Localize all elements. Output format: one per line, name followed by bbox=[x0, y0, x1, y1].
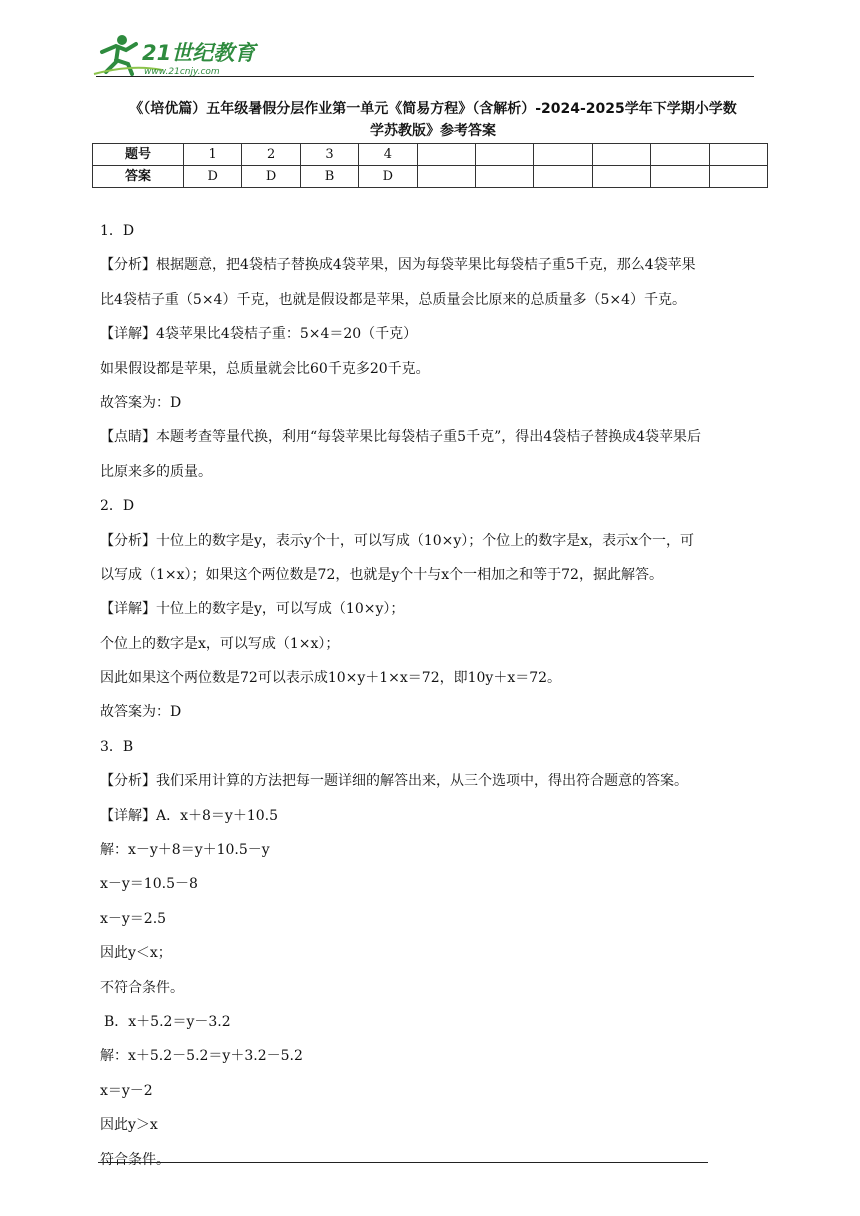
question-number-cell bbox=[592, 144, 650, 166]
text-line: 比4袋桔子重（5×4）千克，也就是假设都是苹果，总质量会比原来的总质量多（5×4）千克。 bbox=[100, 291, 686, 308]
row-head-answer: 答案 bbox=[93, 166, 184, 188]
answer-cell bbox=[475, 166, 533, 188]
text-line: 如果假设都是苹果，总质量就会比60千克多20千克。 bbox=[100, 360, 430, 377]
question-number-cell bbox=[651, 144, 709, 166]
answer-cell bbox=[592, 166, 650, 188]
text-line: 符合条件。 bbox=[100, 1151, 170, 1168]
text-line: 【点睛】本题考查等量代换，利用“每袋苹果比每袋桔子重5千克”，得出4袋桔子替换成4袋苹果后 bbox=[100, 429, 702, 446]
text-line: 【分析】根据题意，把4袋桔子替换成4袋苹果，因为每袋苹果比每袋桔子重5千克，那么4袋苹果 bbox=[100, 257, 696, 274]
row-head-number: 题号 bbox=[93, 144, 184, 166]
answer-cell bbox=[709, 166, 767, 188]
question-number-cell: 2 bbox=[242, 144, 300, 166]
solution-content bbox=[100, 214, 768, 1177]
answer-cell: D bbox=[242, 166, 300, 188]
text-line: B．x＋5.2＝y－3.2 bbox=[104, 1013, 231, 1030]
page-title bbox=[100, 98, 766, 142]
text-line: 【分析】我们采用计算的方法把每一题详细的解答出来，从三个选项中，得出符合题意的答案。 bbox=[100, 773, 688, 790]
question-heading: 1．D bbox=[100, 223, 135, 239]
text-line: x－y＝2.5 bbox=[100, 910, 167, 927]
question-number-cell: 3 bbox=[300, 144, 358, 166]
text-line: 不符合条件。 bbox=[100, 979, 184, 996]
answer-cell bbox=[417, 166, 475, 188]
text-line: 比原来多的质量。 bbox=[100, 463, 212, 480]
text-line: 因此y＞x bbox=[100, 1117, 158, 1134]
text-line: 解：x＋5.2－5.2＝y＋3.2－5.2 bbox=[100, 1048, 303, 1065]
text-line: 【详解】A．x＋8＝y＋10.5 bbox=[100, 807, 278, 824]
text-line: 解：x－y＋8＝y＋10.5－y bbox=[100, 842, 270, 859]
text-line: x－y＝10.5－8 bbox=[100, 876, 198, 893]
answer-cell bbox=[534, 166, 592, 188]
logo-text: 21世纪教育 bbox=[142, 41, 256, 65]
question-heading: 2．D bbox=[100, 498, 135, 515]
question-number-cell bbox=[709, 144, 767, 166]
text-line: 故答案为：D bbox=[100, 704, 182, 721]
question-number-cell bbox=[475, 144, 533, 166]
question-number-cell bbox=[534, 144, 592, 166]
text-line: 故答案为：D bbox=[100, 394, 182, 411]
question-number-cell: 4 bbox=[359, 144, 417, 166]
table-row-answers bbox=[93, 166, 768, 188]
footer-rule bbox=[98, 1162, 708, 1163]
question-number-cell: 1 bbox=[184, 144, 242, 166]
answer-table bbox=[92, 143, 768, 188]
title-line-2: 学苏教版》参考答案 bbox=[370, 123, 496, 139]
text-line: 因此如果这个两位数是72可以表示成10×y＋1×x＝72，即10y＋x＝72。 bbox=[100, 670, 562, 687]
text-line: 【详解】4袋苹果比4袋桔子重：5×4＝20（千克） bbox=[100, 326, 418, 343]
answer-cell: D bbox=[359, 166, 417, 188]
question-heading: 3．B bbox=[100, 738, 134, 755]
text-line: 【详解】十位上的数字是y，可以写成（10×y）； bbox=[100, 601, 405, 618]
question-number-cell bbox=[417, 144, 475, 166]
header-rule bbox=[96, 76, 754, 77]
title-line-1: 《（培优篇）五年级暑假分层作业第一单元《简易方程》（含解析）-2024-2025学年下学期小学数 bbox=[129, 101, 737, 117]
text-line: 以写成（1×x）；如果这个两位数是72，也就是y个十与x个一相加之和等于72，据此解答。 bbox=[100, 566, 663, 583]
text-line: 【分析】十位上的数字是y，表示y个十，可以写成（10×y）；个位上的数字是x，表示x个一，可 bbox=[100, 532, 695, 549]
text-line: 个位上的数字是x，可以写成（1×x）； bbox=[100, 635, 340, 652]
text-line: 因此y＜x； bbox=[100, 945, 172, 962]
text-line: x＝y－2 bbox=[100, 1082, 153, 1099]
table-row-numbers bbox=[93, 144, 768, 166]
logo-url: www.21cnjy.com bbox=[144, 67, 220, 77]
site-logo bbox=[92, 30, 262, 82]
answer-cell: B bbox=[300, 166, 358, 188]
answer-cell: D bbox=[184, 166, 242, 188]
answer-cell bbox=[651, 166, 709, 188]
